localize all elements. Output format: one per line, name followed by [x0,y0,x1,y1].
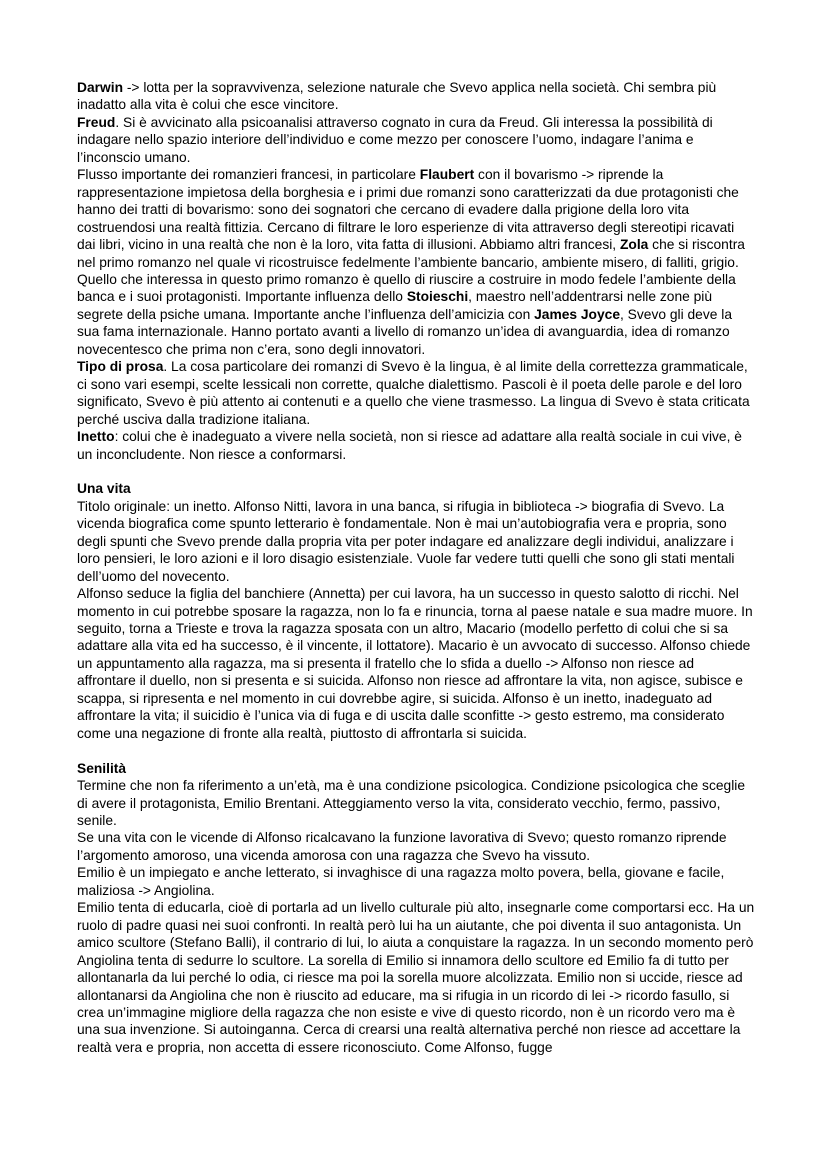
bold-text-run: Inetto [77,429,115,445]
text-run: Emilio tenta di educarla, cioè di portarla ad un livello culturale più alto, insegnarle come comportarsi ecc. Ha un ruolo di padre quasi nei suoi confronti. In realtà però lui ha un aiutante, che poi diventa il suo antagonista. Un amico scultore (Stefano Balli), il contrario di lui, lo aiuta a conquistare la ragazza. In un secondo momento però Angiolina tenta di sedurre lo scultore. La sorella di Emilio si innamora dello scultore ed Emilio fa di tutto per allontanarla da lui perché lo odia, ci riesce ma poi la sorella muore alcolizzata. Emilio non si uccide, riesce ad allontanarsi da Angiolina che non è riuscito ad educare, ma si rifugia in un ricordo di lei -> ricordo fasullo, si crea un’immagine migliore della ragazza che non esiste e vive di questo ricordo, non è un ricordo vero ma è una sua invenzione. Si autoinganna. Cerca di crearsi una realtà alternativa perché non riesce ad accettare la realtà vera e propria, non accetta di essere riconosciuto. Come Alfonso, fugge [77,900,755,1055]
paragraph [77,358,756,428]
paragraph [77,899,756,1056]
bold-text-run: Tipo di prosa [77,359,164,375]
bold-text-run: Zola [619,237,649,253]
text-run: Termine che non fa riferimento a un’età, ma è una condizione psicologica. Condizione psicologica che sceglie di avere il protagonista, Emilio Brentani. Atteggiamento verso la vita, considerato vecchio, fermo, passivo, senile. [77,778,746,828]
bold-text-run: James Joyce [534,306,621,322]
blank-line [77,742,756,759]
text-run: : colui che è inadeguato a vivere nella società, non si riesce ad adattare alla realtà sociale in cui vive, è un inconcludente. Non riesce a conformarsi. [77,429,742,462]
text-run: Se una vita con le vicende di Alfonso ricalcavano la funzione lavorativa di Svevo; questo romanzo riprende l’argomento amoroso, una vicenda amorosa con una ragazza che Svevo ha vissuto. [77,830,727,863]
bold-text-run: Flaubert [419,167,475,183]
paragraph [77,114,756,166]
blank-line [77,463,756,480]
text-run: . Si è avvicinato alla psicoanalisi attraverso cognato in cura da Freud. Gli interessa la possibilità di indagare nello spazio interiore dell’individuo e come mezzo per conoscere l’uomo, indagare l’anima e l’inconscio umano. [77,114,713,165]
document-body [77,79,756,1056]
paragraph [77,166,756,358]
text-run: Flusso importante dei romanzieri francesi, in particolare [77,167,420,183]
text-run: Emilio è un impiegato e anche letterato, si invaghisce di una ragazza molto povera, bella, giovane e facile, maliziosa -> Angiolina. [77,865,725,898]
text-run: Alfonso seduce la figlia del banchiere (Annetta) per cui lavora, ha un successo in questo salotto di ricchi. Nel momento in cui potrebbe sposare la ragazza, non lo fa e rinuncia, torna al paese natale e sua madre muore. In seguito, torna a Trieste e trova la ragazza sposata con un altro, Macario (modello perfetto di colui che si sa adattare alla vita ed ha successo, è il vincente, il lottatore). Macario è un avvocato di successo. Alfonso chiede un appuntamento alla ragazza, ma si presenta il fratello che lo sfida a duello -> Alfonso non riesce ad affrontare il duello, non si presenta e si suicida. Alfonso non riesce ad affrontare la vita, non agisce, subisce e scappa, si ripresenta e nel momento in cui dovrebbe agire, si suicida. Alfonso è un inetto, inadeguato ad affrontare la vita; il suicidio è l’unica via di fuga e di uscita dalle sconfitte -> gesto estremo, ma considerato come una negazione di fronte alla realtà, piuttosto di affrontarla si suicida. [77,586,753,741]
text-run: . La cosa particolare dei romanzi di Svevo è la lingua, è al limite della correttezza grammaticale, ci sono vari esempi, scelte lessicali non corrette, qualche dialettismo. Pascoli è il poeta delle parole e del loro significato, Svevo è più attento ai contenuti e a quello che viene trasmesso. La lingua di Svevo è stata criticata perché usciva dalla tradizione italiana. [77,359,750,427]
text-run: che si riscontra nel primo romanzo nel quale vi ricostruisce fedelmente l’ambiente bancario, ambiente misero, di falliti, grigio. Quello che interessa in questo primo romanzo è quello di riuscire a costruire in modo fedele l’ambiente della banca e i suoi protagonisti. Importante influenza dello [77,237,745,305]
bold-text-run: Freud [77,114,116,130]
paragraph [77,498,756,585]
text-run: , Svevo gli deve la sua fama internazionale. Hanno portato avanti a livello di romanzo un’idea di avanguardia, idea di romanzo novecentesco che prima non c’era, sono degli innovatori. [77,306,732,357]
text-run: -> lotta per la sopravvivenza, selezione naturale che Svevo applica nella società. Chi sembra più inadatto alla vita è colui che esce vincitore. [77,80,717,113]
text-run: Titolo originale: un inetto. Alfonso Nitti, lavora in una banca, si rifugia in biblioteca -> biografia di Svevo. La vicenda biografica come spunto letterario è fondamentale. Non è mai un’autobiografia vera e propria, sono degli spunti che Svevo prende dalla propria vita per poter indagare ed analizzare degli individui, analizzare i loro pensieri, le loro azioni e il loro disagio esistenziale. Vuole far vedere tutti quelli che sono gli stati mentali dell’uomo del novecento. [77,498,735,584]
section-heading [77,760,756,777]
paragraph [77,777,756,829]
paragraph [77,79,756,114]
section-heading [77,480,756,497]
paragraph [77,428,756,463]
paragraph [77,585,756,742]
text-run: , maestro nell’addentrarsi nelle zone più segrete della psiche umana. Importante anche l’influenza dell’amicizia con [77,289,713,322]
text-run: con il bovarismo -> riprende la rappresentazione impietosa della borghesia e i primi due romanzi sono caratterizzati da due protagonisti che hanno dei tratti di bovarismo: sono dei sognatori che cercano di evadere dalla prigione della loro vita costruendosi una realtà fittizia. Cercano di filtrare le loro esperienze di vita attraverso degli stereotipi ricavati dai libri, vicino in una realtà che non è la loro, vita fatta di illusioni. Abbiamo altri francesi, [77,167,739,253]
bold-text-run: Darwin [77,80,123,95]
paragraph [77,829,756,864]
paragraph [77,864,756,899]
bold-text-run: Senilità [77,760,127,776]
bold-text-run: Una vita [77,481,131,497]
bold-text-run: Stoieschi [406,289,469,305]
